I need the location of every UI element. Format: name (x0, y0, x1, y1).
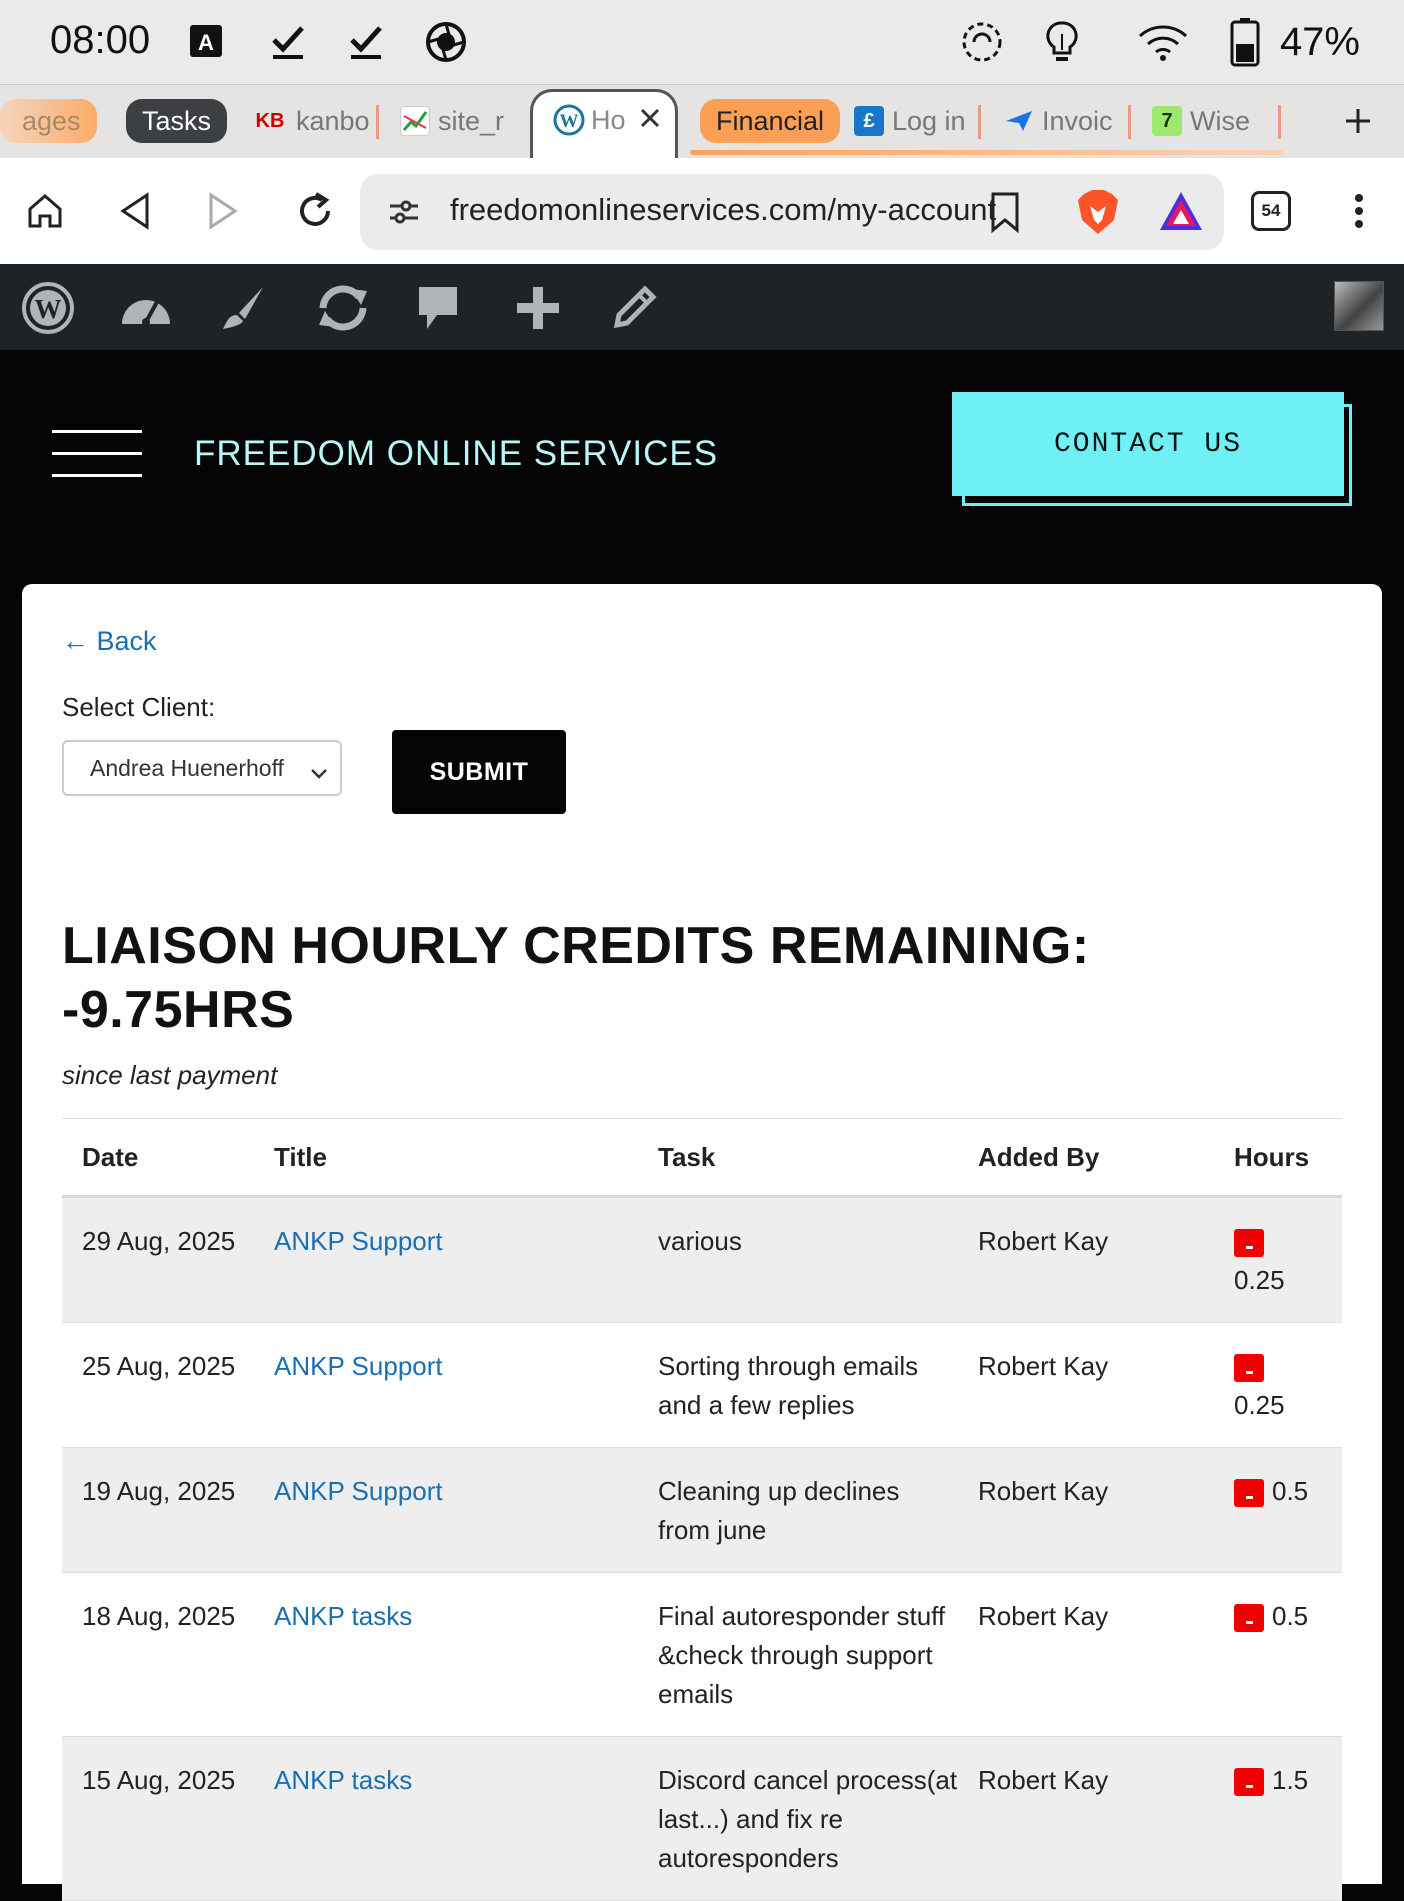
menu-button[interactable] (1332, 184, 1386, 238)
header-added-by: Added By (978, 1141, 1100, 1172)
tab-kanboard[interactable] (252, 99, 370, 143)
minus-badge-icon (1234, 1229, 1264, 1257)
home-icon (25, 191, 65, 231)
tab-group-underline (690, 150, 1284, 155)
header-hours: Hours (1234, 1141, 1310, 1172)
client-select[interactable] (62, 740, 342, 796)
row-hours: 1.5 (1272, 1765, 1309, 1795)
tab-pages[interactable] (0, 99, 92, 143)
kebab-menu-icon (1353, 193, 1365, 229)
check-icon (268, 20, 308, 64)
row-task: Cleaning up declines from june (638, 1448, 958, 1573)
table-header-row (62, 1119, 1342, 1197)
row-task: Discord cancel process(at last...) and fix re autoresponders (638, 1737, 958, 1901)
account-content-card (22, 584, 1382, 1884)
kanboard-icon: KB (255, 109, 285, 132)
updates-icon[interactable] (310, 282, 376, 334)
tab-label: ages (0, 99, 97, 143)
status-time: 08:00 (50, 18, 151, 62)
reload-icon (294, 190, 336, 232)
wordpress-logo-icon[interactable] (20, 282, 76, 334)
tab-label: Tasks (126, 99, 227, 143)
since-last-payment: since last payment (62, 1060, 278, 1090)
svg-text:W: W (559, 111, 579, 132)
minus-badge-icon (1234, 1354, 1264, 1382)
wise-icon: 7 (1152, 106, 1182, 136)
row-date: 19 Aug, 2025 (62, 1448, 254, 1573)
minus-badge-icon (1234, 1604, 1264, 1632)
site-header (0, 350, 1404, 584)
tab-count: 54 (1251, 191, 1291, 231)
tab-label: Log in (892, 105, 966, 136)
browser-toolbar (0, 158, 1404, 264)
table-row (62, 1197, 1342, 1323)
row-added-by: Robert Kay (958, 1448, 1214, 1573)
tab-invoice[interactable] (1004, 99, 1113, 143)
site-settings-icon[interactable] (388, 196, 420, 233)
hamburger-menu-icon[interactable] (52, 430, 142, 478)
tab-label: Invoic (1042, 105, 1113, 136)
row-title-link[interactable]: ANKP Support (274, 1351, 443, 1381)
address-bar[interactable] (360, 174, 1224, 250)
tab-strip (0, 84, 1404, 158)
bookmark-icon[interactable] (990, 192, 1020, 237)
credits-heading-label: LIAISON HOURLY CREDITS REMAINING: (62, 917, 1090, 975)
row-date: 25 Aug, 2025 (62, 1323, 254, 1448)
tab-label: Wise (1190, 105, 1250, 136)
row-task: various (638, 1197, 958, 1323)
minus-badge-icon (1234, 1479, 1264, 1507)
data-saver-icon (958, 20, 1006, 64)
tab-financial[interactable] (700, 99, 840, 143)
tab-login[interactable] (854, 99, 966, 143)
row-date: 15 Aug, 2025 (62, 1737, 254, 1901)
row-added-by: Robert Kay (958, 1323, 1214, 1448)
row-title-link[interactable]: ANKP tasks (274, 1765, 413, 1795)
tab-separator (1128, 105, 1131, 139)
brave-rewards-icon[interactable] (1158, 190, 1204, 237)
tab-separator (376, 105, 379, 139)
tab-site-report[interactable] (400, 99, 505, 143)
reload-button[interactable] (288, 184, 342, 238)
wifi-icon (1134, 20, 1192, 64)
tab-label: kanbo (296, 105, 370, 136)
svg-text:A: A (198, 30, 214, 55)
hours-log-table (62, 1118, 1342, 1901)
tab-label: Financial (700, 99, 840, 143)
submit-button[interactable]: SUBMIT (392, 730, 566, 814)
forward-arrow-icon (205, 191, 241, 231)
battery-icon (1228, 20, 1262, 64)
row-date: 18 Aug, 2025 (62, 1573, 254, 1737)
new-tab-button[interactable] (1342, 99, 1382, 143)
select-client-label: Select Client: (62, 692, 216, 722)
table-row (62, 1737, 1342, 1901)
tab-separator (978, 105, 981, 139)
row-added-by: Robert Kay (958, 1737, 1214, 1901)
table-row (62, 1573, 1342, 1737)
paper-plane-icon (1004, 106, 1034, 136)
row-hours: 0.5 (1272, 1476, 1309, 1506)
header-task: Task (658, 1141, 716, 1172)
check-icon (346, 20, 386, 64)
header-date: Date (82, 1141, 139, 1172)
tab-tasks[interactable] (126, 99, 227, 143)
row-added-by: Robert Kay (958, 1573, 1214, 1737)
tab-separator (1278, 105, 1281, 139)
row-hours: 0.25 (1234, 1265, 1285, 1295)
row-date: 29 Aug, 2025 (62, 1197, 254, 1323)
spreadsheet-icon (400, 106, 430, 136)
credits-remaining-value: -9.75HRS (62, 981, 295, 1039)
pound-icon: £ (854, 106, 884, 136)
dashboard-icon[interactable] (118, 282, 174, 334)
row-added-by: Robert Kay (958, 1197, 1214, 1323)
row-title-link[interactable]: ANKP Support (274, 1476, 443, 1506)
new-content-plus-icon[interactable] (510, 282, 566, 334)
chevron-down-icon (310, 760, 328, 787)
font-a-icon (188, 20, 224, 64)
row-hours: 0.25 (1234, 1390, 1285, 1420)
table-row (62, 1448, 1342, 1573)
avatar[interactable] (1334, 281, 1384, 331)
lightbulb-icon (1040, 20, 1084, 64)
tab-home-active[interactable] (530, 89, 678, 159)
tab-switcher-button[interactable] (1244, 184, 1298, 238)
back-link[interactable]: ← Back (62, 626, 157, 656)
header-title: Title (274, 1141, 327, 1172)
back-button[interactable] (108, 184, 162, 238)
brave-shields-icon[interactable] (1076, 188, 1120, 241)
plus-icon (1342, 105, 1374, 137)
row-hours: 0.5 (1272, 1601, 1309, 1631)
status-bar (0, 0, 1404, 84)
tab-label: site_r (438, 105, 505, 136)
url-text[interactable]: freedomonlineservices.com/my-account (450, 192, 997, 227)
site-title[interactable]: FREEDOM ONLINE SERVICES (194, 434, 719, 473)
forward-button[interactable] (196, 184, 250, 238)
row-task: Final autoresponder stuff &check through support emails (638, 1573, 958, 1737)
client-select-value: Andrea Huenerhoff (90, 754, 284, 781)
edit-pencil-icon[interactable] (606, 282, 662, 334)
home-button[interactable] (18, 184, 72, 238)
credits-heading (62, 914, 1302, 1042)
battery-percent: 47% (1279, 20, 1360, 64)
table-row (62, 1323, 1342, 1448)
aperture-icon (424, 20, 468, 64)
minus-badge-icon (1234, 1768, 1264, 1796)
row-title-link[interactable]: ANKP tasks (274, 1601, 413, 1631)
tab-wise[interactable] (1152, 99, 1252, 143)
close-icon[interactable] (639, 105, 661, 136)
wordpress-icon (553, 104, 585, 136)
back-arrow-icon (117, 191, 153, 231)
row-title-link[interactable]: ANKP Support (274, 1226, 443, 1256)
row-task: Sorting through emails and a few replies (638, 1323, 958, 1448)
comments-icon[interactable] (410, 282, 466, 334)
contact-us-button[interactable]: CONTACT US (952, 392, 1344, 496)
customize-brush-icon[interactable] (216, 282, 272, 334)
tab-label: Ho (591, 104, 626, 135)
svg-text:W: W (34, 294, 62, 324)
wp-admin-bar (0, 264, 1404, 350)
